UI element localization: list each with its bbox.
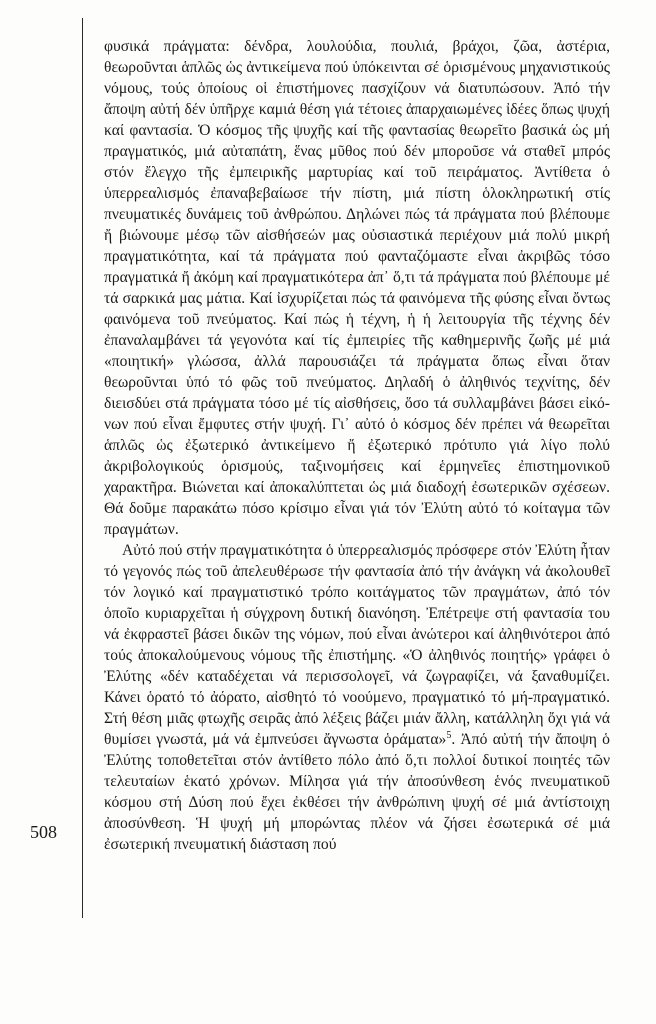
page-number: 508 <box>30 822 57 842</box>
footnote-marker[interactable]: 5 <box>446 729 452 741</box>
body-text <box>104 36 610 855</box>
paragraph-2 <box>104 540 610 855</box>
paragraph-text-continued: . Ἀπό αὐτή τήν ἄποψη ὁ Ἐλύτης τοποθετεῖται στόν ἀντίθετο πόλο ἀπό ὅ,τι πολλοί δυτικοί ποιητές τῶν τελευταίων ἑκατό χρόνων. Μίλησα γιά τήν ἀποσύνθεση ἑνός πνευματικοῦ κόσμου στή Δύση πού ἔχει ἐκθέσει τήν ἀνθρώπινη ψυχή σέ μιά ἀντίστοιχη ἀποσύνθεση. Ἡ ψυχή μή μπορώντας πλέον νά ζήσει ἐσωτερικά σέ μιά ἐσωτερική πνευματική διάσταση πού <box>104 731 610 853</box>
margin-rule <box>82 18 83 918</box>
paragraph-1 <box>104 36 610 540</box>
paragraph-text: φυσικά πράγματα: δένδρα, λουλούδια, πουλιά, βράχοι, ζῶα, ἀστέρια, θεωροῦνται ἁπλῶς ὡς ἀντικείμενα πού ὑπόκεινται σέ ὁρισμένους μηχανιστικούς νόμους, τούς ὁποίους οἱ ἐπιστήμονες πασχίζουν νά διατυπώσουν. Ἀπό τήν ἄποψη αὐτή δέν ὑπῆρχε καμιά θέση γιά τέτοιες ἀπαρχαιωμένες ἰδέες ὅπως ψυχή καί φαντασία. Ὁ κόσμος τῆς ψυχῆς καί τῆς φαντασίας θεωρεῖτο βασικά ὡς μή πραγματικός, μιά αὐταπάτη, ἕνας μῦθος πού δέν μποροῦσε νά σταθεῖ μπρός στόν ἔλεγχο τῆς ἐμπειρικῆς μαρτυρίας καί τοῦ πειράματος. Ἀντίθετα ὁ ὑπερρεαλισμός ἐπαναβεβαίωσε τήν πίστη, μιά πίστη ὁλοκληρωτική στίς πνευματικές δυνάμεις τοῦ ἀνθρώπου. Δηλώνει πώς τά πράγματα πού βλέπουμε ἤ βιώνουμε μέσῳ τῶν αἰσθήσεών μας οὐσιαστικά περιέχουν μιά πολύ μικρή πραγματικότητα, καί τά πράγματα πού φανταζόμαστε εἶναι ἀκριβῶς τόσο πραγματικά ἤ ἀκόμη καί πραγματικότερα ἀπ᾽ ὅ,τι τά πράγματα πού βλέπουμε μέ τά σαρκικά μας μάτια. Καί ἰσχυρίζεται πώς τά φαινόμενα τῆς φύσης εἶναι ὄντως φαινόμενα τοῦ πνεύματος. Καί πώς ἡ τέχνη, ἡ ἡ λειτουργία τῆς τέχνης δέν ἐπαναλαμβάνει τά γεγονότα καί τίς ἐμπειρίες τῆς καθημερινῆς ζωῆς μέ μιά «ποιητική» γλώσσα, ἀλλά παρουσιάζει τά πράγματα ὅπως εἶναι ὅταν θεωροῦνται ὑπό τό φῶς τοῦ πνεύματος. Δηλαδή ὁ ἀληθινός τεχνίτης, δέν διεισδύει στά πράγματα τόσο μέ τίς αἰσθήσεις, ὅσο τά συλλαμβάνει βάσει εἰκόνων πού εἶναι ἔμφυτες στήν ψυχή. Γι᾽ αὐτό ὁ κόσμος δέν πρέπει νά θεωρεῖται ἁπλῶς ὡς ἐξωτερικό ἀντικείμενο ἤ ἐξωτερικό πρότυπο γιά λίγο πολύ ἀκριβολογικούς ὁρισμούς, ταξινομήσεις καί ἑρμηνεῖες ἐπιστημονικοῦ χαρακτῆρα. Βιώνεται καί ἀποκαλύπτεται ὡς μιά διαδοχή ἐσωτερικῶν σχέσεων. Θά δοῦμε παρακάτω πόσο κρίσιμο εἶναι γιά τόν Ἐλύτη αὐτό τό κοίταγμα τῶν πραγμάτων. <box>104 38 610 538</box>
paragraph-text: Αὐτό πού στήν πραγματικότητα ὁ ὑπερρεαλισμός πρόσφερε στόν Ἐλύτη ἦταν τό γεγονός πώς τοῦ ἀπελευθέρωσε τήν φαντασία ἀπό τήν ἀνάγκη νά ἀκολουθεῖ τόν λογικό καί πραγματιστικό τρόπο κοιτάγματος τῶν πραγμάτων, ἀπό τόν ὁποῖο κυριαρχεῖται ἡ σύγχρονη δυτική διανόηση. Ἐπέτρεψε στή φαντασία του νά ἐκφραστεῖ βάσει δικῶν της νόμων, πού εἶναι ἀνώτεροι καί ἀληθινότεροι ἀπό τούς ἀποκαλούμενους νόμους τῆς ἐπιστήμης. «Ὁ ἀληθινός ποιητής» γράφει ὁ Ἐλύτης «δέν καταδέχεται νά περισσολογεῖ, νά ζωγραφίζει, νά ξαναθυμίζει. Κάνει ὁρατό τό ἀόρατο, αἰσθητό τό νοούμενο, πραγματικό τό μή-πραγματικό. Στή θέση μιᾶς φτωχῆς σειρᾶς ἀπό λέξεις βάζει μιάν ἄλλη, κατάλληλη ὄχι γιά νά θυμίσει γνωστά, μά νά ἐμπνεύσει ἄγνωστα ὁράματα» <box>104 542 610 748</box>
